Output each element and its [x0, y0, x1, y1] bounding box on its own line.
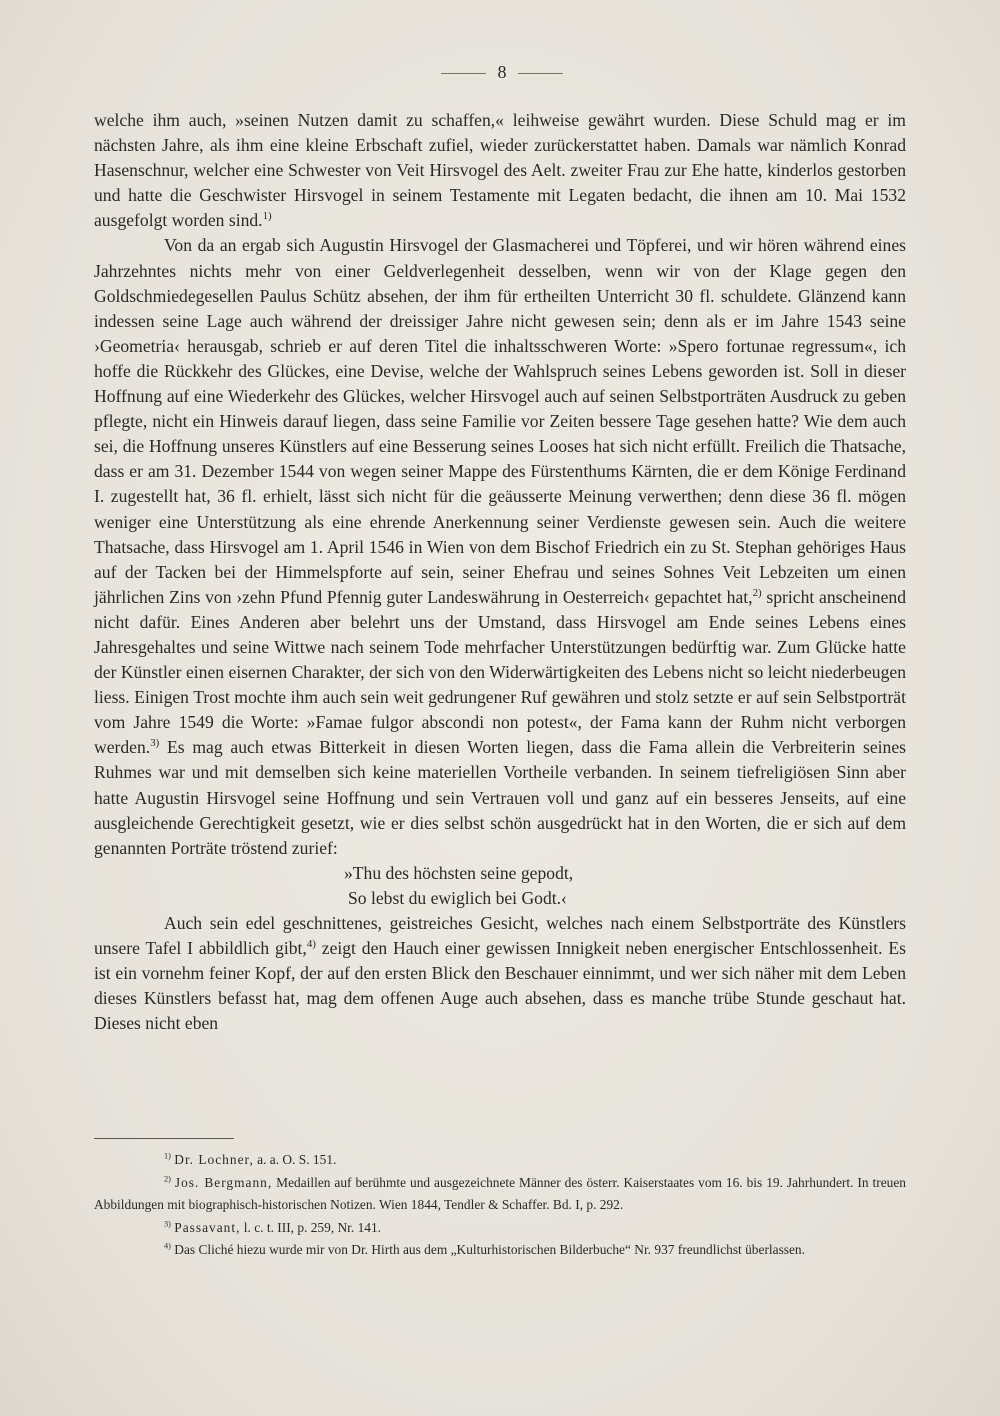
footnote-3 [94, 1217, 906, 1240]
footnote-text: l. c. t. III, p. 259, Nr. 141. [240, 1219, 382, 1235]
verse-quote [94, 861, 906, 911]
footnote-mark: 3) [164, 1219, 171, 1229]
footnote-author: Passavant, [174, 1219, 241, 1235]
verse-line-1: »Thu des höchsten seine gepodt, [344, 862, 574, 883]
footnote-separator [94, 1138, 234, 1139]
paragraph-1-text: welche ihm auch, »seinen Nutzen damit zu schaffen,« leihweise gewährt wurden. Diese Schuld mag er im nächsten Jahre, als ihm eine kleine Erbschaft zufiel, wieder zurückerstattet haben. Damals war nämlich Konrad Hasenschnur, welcher eine Schwester von Veit Hirsvogel des Aelt. zweiter Frau zur Ehe hatte, kinderlos gestorben und hatte die Geschwister Hirsvogel in seinem Testamente mit Legaten bedacht, die ihnen am 10. Mai 1532 ausgefolgt worden sind. [94, 110, 906, 231]
footnote-ref-1: 1) [262, 210, 272, 223]
footnote-mark: 1) [164, 1151, 171, 1161]
page-number: 8 [497, 62, 507, 82]
footnote-author: Dr. Lochner, [174, 1152, 254, 1167]
page-header [0, 62, 1000, 82]
verse-line-2: So lebst du ewiglich bei Godt.‹ [348, 887, 567, 908]
footnote-ref-4: 4) [306, 938, 316, 951]
footnote-ref-3: 3) [150, 737, 160, 750]
footnotes [94, 1149, 906, 1262]
footnote-text: a. a. O. S. 151. [253, 1152, 337, 1167]
main-text [94, 108, 906, 1036]
paragraph-2-text-c: Es mag auch etwas Bitterkeit in diesen Worten liegen, dass die Fama allein die Verbreiterin seines Ruhmes war und mit demselben sich keine materiellen Vortheile verbanden. In seinem tiefreligiösen Sinn aber hatte Augustin Hirsvogel seine Hoffnung und sein Vertrauen voll und ganz auf ein besseres Jenseits, auf eine ausgleichende Gerechtigkeit gesetzt, wie er dies selbst schön ausgedrückt hat in den Worten, die er sich auf dem genannten Porträte tröstend zurief: [94, 737, 906, 858]
paragraph-2-text-a: Von da an ergab sich Augustin Hirsvogel der Glasmacherei und Töpferei, und wir hören während eines Jahrzehntes nichts mehr von einer Geldverlegenheit desselben, wenn wir von der Klage gegen den Goldschmiedegesellen Paulus Schütz absehen, der ihm für ertheilten Unterricht 30 fl. schuldete. Glänzend kann indessen seine Lage auch während der dreissiger Jahre nicht gewesen sein; denn als er im Jahre 1543 seine ›Geometria‹ herausgab, schrieb er auf deren Titel die inhaltsschweren Worte: »Spero fortunae regressum«, ich hoffe die Rückkehr des Glückes, eine Devise, welche der Wahlspruch seines Lebens geworden ist. Soll in dieser Hoffnung auf eine Wiederkehr des Glückes, welcher Hirsvogel auch auf seinen Selbstporträten Ausdruck zu geben pflegte, nicht ein Hinweis darauf liegen, dass seine Familie vor Zeiten bessere Tage gesehen hatte? Wie dem auch sei, die Hoffnung unseres Künstlers auf eine Besserung seines Looses hat sich nicht erfüllt. Freilich die Thatsache, dass er am 31. Dezember 1544 von wegen seiner Mappe des Fürstenthums Kärnten, die er dem Könige Ferdinand I. zugestellt hat, 36 fl. erhielt, lässt sich nicht für die geäusserte Meinung verwerthen; denn diese 36 fl. mögen weniger eine Unterstützung als eine ehrende Anerkennung seiner Verdienste gewesen sein. Auch die weitere Thatsache, dass Hirsvogel am 1. April 1546 in Wien von dem Bischof Friedrich ein zu St. Stephan gehöriges Haus auf der Tacken bei der Himmelspforte auf sein, seiner Ehefrau und seines Sohnes Veit Lebzeiten um einen jährlichen Zins von ›zehn Pfund Pfennig guter Landeswährung in Oesterreich‹ gepachtet hat, [94, 235, 906, 607]
paragraph-3-text-b: zeigt den Hauch einer gewissen Innigkeit neben energischer Entschlossenheit. Es ist ein vornehm feiner Kopf, der auf den ersten Blick den Beschauer einnimmt, und wer sich näher mit dem Leben dieses Künstlers befasst hat, mag dem offenen Auge auch absehen, dass es manche trübe Stunde geschaut hat. Dieses nicht eben [94, 938, 906, 1034]
paragraph-3 [94, 911, 906, 1036]
footnote-text: Medaillen auf berühmte und ausgezeichnete Männer des österr. Kaiserstaates vom 16. bis 19. Jahrhundert. In treuen Abbildungen mit biographisch-historischen Notizen. Wien 1844, Tendler & Schaffer. Bd. I, p. 292. [94, 1174, 906, 1212]
paragraph-1 [94, 108, 906, 233]
footnote-2 [94, 1172, 906, 1217]
footnote-4 [94, 1239, 906, 1262]
footnote-1 [94, 1149, 906, 1172]
footnote-mark: 2) [164, 1174, 171, 1184]
paragraph-3-text-a: Auch sein edel geschnittenes, geistreiches Gesicht, welches nach einem Selbstporträte des Künstlers unsere Tafel I abbildlich gibt, [94, 913, 906, 959]
paragraph-2-text-b: spricht anscheinend nicht dafür. Eines Anderen aber belehrt uns der Umstand, dass Hirsvogel am Ende seines Lebens eines Jahresgehaltes und seine Wittwe nach seinem Tode mehrfacher Unterstützungen bedürftig war. Zum Glücke hatte der Künstler einen eisernen Charakter, der sich von den Widerwärtigkeiten des Lebens nicht so leicht niederbeugen liess. Einigen Trost mochte ihm auch sein weit gedrungener Ruf gewähren und stolz setzte er auf sein Selbstporträt vom Jahre 1549 die Worte: »Famae fulgor abscondi non potest«, der Fama kann der Ruhm nicht verborgen werden. [94, 586, 906, 758]
footnote-mark: 4) [164, 1241, 171, 1251]
footnote-author: Jos. Bergmann, [174, 1174, 273, 1190]
footnote-ref-2: 2) [752, 586, 762, 599]
paragraph-2 [94, 233, 906, 860]
header-rule-left [441, 73, 486, 74]
header-rule-right [518, 73, 563, 74]
footnote-text: Das Cliché hiezu wurde mir von Dr. Hirth aus dem „Kulturhistorischen Bilderbuche“ Nr. 937 freundlichst überlassen. [174, 1242, 805, 1257]
